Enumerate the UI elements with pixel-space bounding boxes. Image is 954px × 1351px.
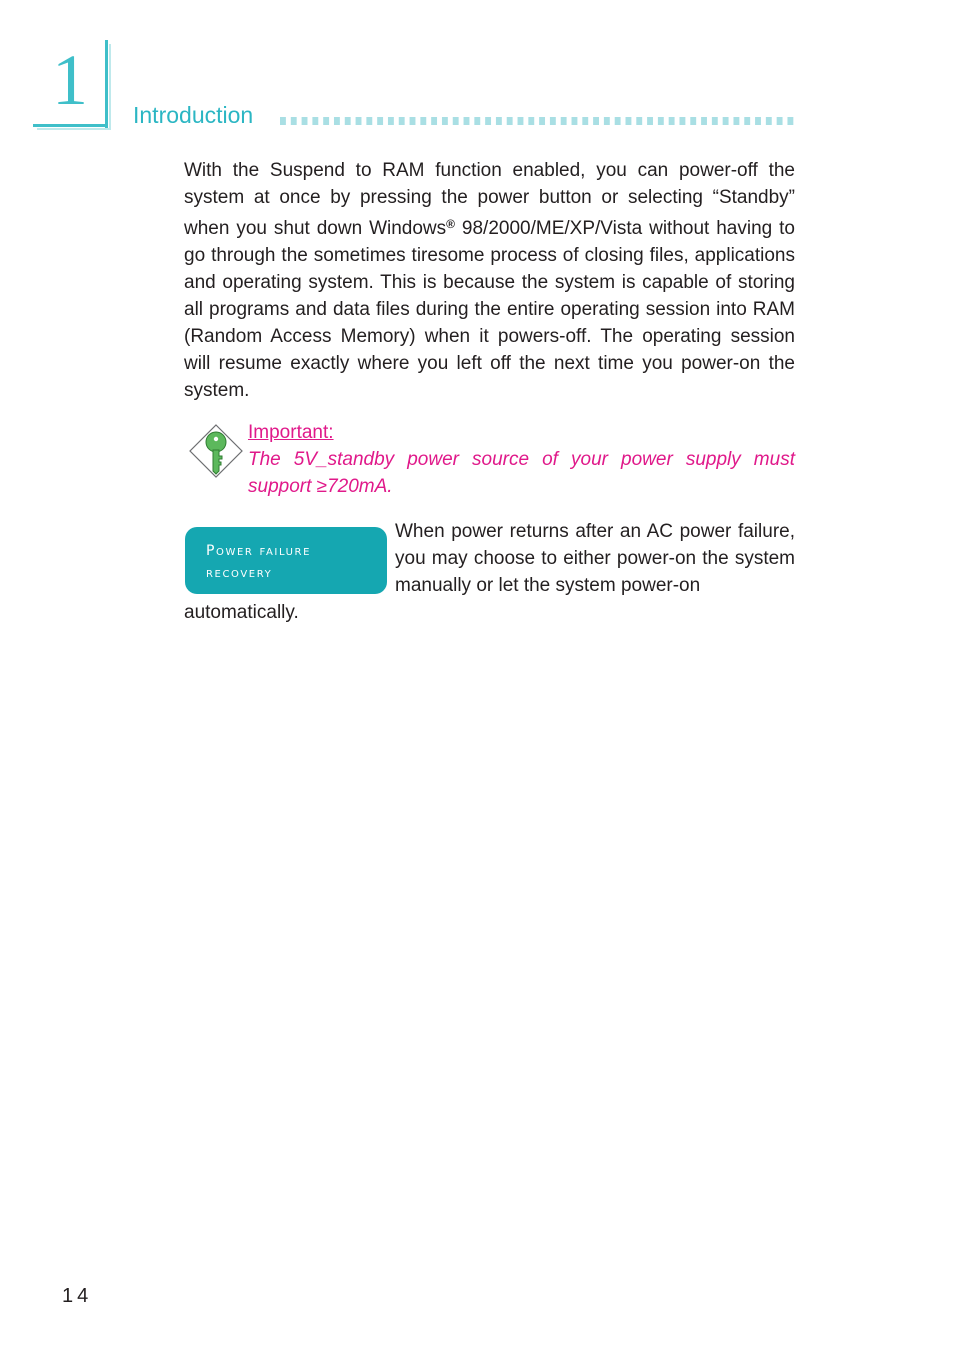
important-label: Important:: [248, 422, 334, 443]
chapter-vertical-rule: [105, 40, 108, 130]
power-failure-recovery-badge: [185, 527, 387, 594]
suspend-to-ram-paragraph: [184, 157, 795, 404]
badge-line-2: recovery: [206, 565, 273, 581]
paragraph-text-part2: 98/2000/ME/XP/Vista without having to go through the sometimes tiresome process of closing files, applications and operating system. This is because the system is capable of storing all programs and data files during the entire operating session into RAM (Random Access Memory) when it powers-off. The operating session will resume exactly where you left off the next time you power-on the system.: [184, 218, 795, 401]
power-failure-recovery-text: When power returns after an AC power failure, you may choose to either power-on the system manually or let the system power-on: [395, 521, 795, 596]
paragraph-text-part1: With the Suspend to RAM function enabled, you can power-off the system at once by pressing the power button or selecting “Standby” when you shut down Windows: [184, 160, 795, 239]
important-note-text: The 5V_standby power source of your power supply must support ≥720mA.: [248, 449, 795, 497]
registered-mark: ®: [446, 217, 455, 231]
key-icon: [188, 423, 244, 479]
badge-line-1: Power failure: [206, 543, 312, 559]
chapter-horizontal-rule: [33, 124, 108, 127]
title-dotted-leader: [280, 117, 796, 125]
chapter-horizontal-rule-shadow: [37, 128, 111, 130]
chapter-number: 1: [52, 40, 88, 120]
section-title: Introduction: [133, 102, 254, 128]
badge-label: [206, 540, 382, 584]
chapter-vertical-rule-shadow: [109, 44, 111, 130]
power-failure-recovery-text-tail: automatically.: [184, 602, 299, 623]
page-number: 14: [62, 1285, 93, 1307]
